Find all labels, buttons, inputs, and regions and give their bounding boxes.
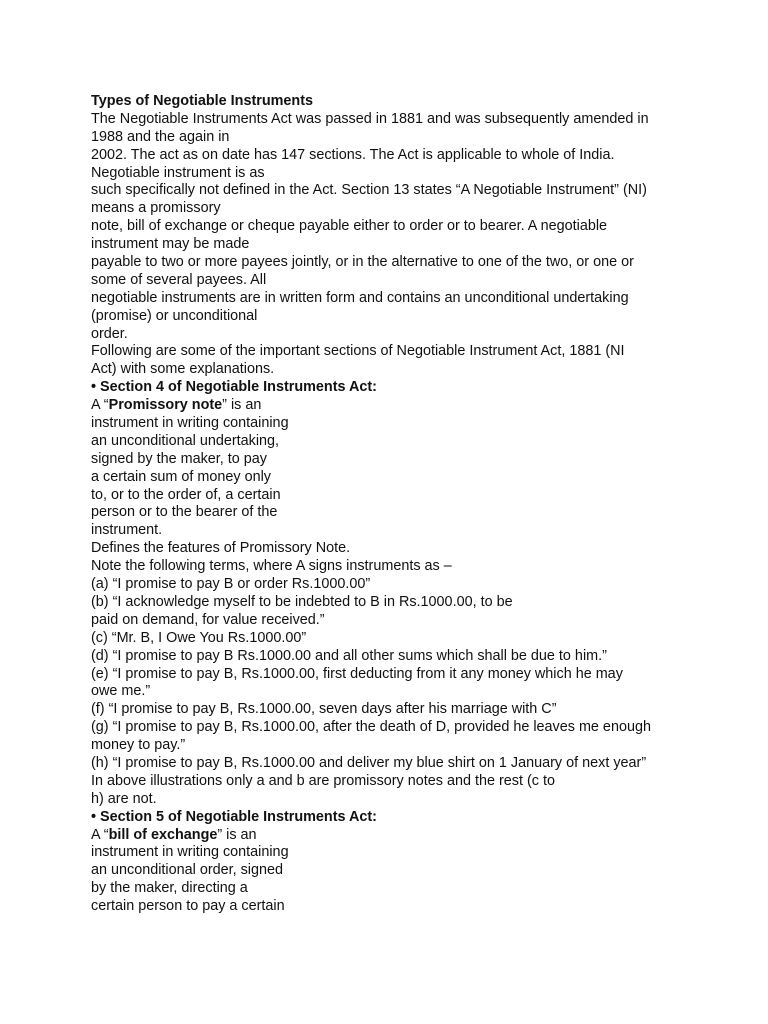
text-line: means a promissory <box>91 200 221 217</box>
definition-line: to, or to the order of, a certain <box>91 486 281 503</box>
definition-line: a certain sum of money only <box>91 468 271 485</box>
section-4-body <box>91 540 691 808</box>
text-line: owe me.” <box>91 683 151 700</box>
bill-of-exchange-term: bill of exchange <box>108 826 218 843</box>
text-line: instrument may be made <box>91 236 250 253</box>
section-4-definition <box>91 415 691 540</box>
text-line: negotiable instruments are in written form and contains an unconditional undertaking <box>91 289 629 306</box>
definition-line: by the maker, directing a <box>91 880 248 897</box>
text-line: order. <box>91 325 128 342</box>
text-line: money to pay.” <box>91 737 186 754</box>
text-line: In above illustrations only a and b are promissory notes and the rest (c to <box>91 772 555 789</box>
text-line: h) are not. <box>91 790 157 807</box>
text-line: 1988 and the again in <box>91 128 230 145</box>
section-5-definition <box>91 844 691 916</box>
definition-line: signed by the maker, to pay <box>91 450 267 467</box>
text-line: Negotiable instrument is as <box>91 164 265 181</box>
document-page <box>91 93 691 916</box>
text-line: Following are some of the important sections of Negotiable Instrument Act, 1881 (NI <box>91 343 625 360</box>
section-4-definition-prefix: A “ <box>91 397 109 414</box>
text-line: (promise) or unconditional <box>91 307 258 324</box>
section-5-definition-first-line <box>91 827 691 845</box>
definition-line: an unconditional undertaking, <box>91 432 280 449</box>
text-line: such specifically not defined in the Act. Section 13 states “A Negotiable Instrument” (NI) <box>91 182 647 199</box>
text-line: some of several payees. All <box>91 271 267 288</box>
text-line: (a) “I promise to pay B or order Rs.1000.00” <box>91 576 371 593</box>
section-5-definition-suffix: ” is an <box>217 826 257 843</box>
text-line: note, bill of exchange or cheque payable either to order or to bearer. A negotiable <box>91 218 608 235</box>
text-line: Note the following terms, where A signs instruments as – <box>91 558 452 575</box>
definition-line: person or to the bearer of the <box>91 504 278 521</box>
document-title: Types of Negotiable Instruments <box>91 93 314 109</box>
section-5-definition-prefix: A “ <box>91 826 109 843</box>
text-line: Defines the features of Promissory Note. <box>91 540 351 557</box>
definition-line: instrument in writing containing <box>91 415 289 432</box>
intro-paragraph <box>91 111 691 379</box>
text-line: (h) “I promise to pay B, Rs.1000.00 and deliver my blue shirt on 1 January of next year” <box>91 754 647 771</box>
text-line: (d) “I promise to pay B Rs.1000.00 and all other sums which shall be due to him.” <box>91 647 607 664</box>
text-line: payable to two or more payees jointly, or in the alternative to one of the two, or one or <box>91 254 634 271</box>
section-4-definition-suffix: ” is an <box>222 397 262 414</box>
text-line: Act) with some explanations. <box>91 361 275 378</box>
text-line: (g) “I promise to pay B, Rs.1000.00, after the death of D, provided he leaves me enough <box>91 719 651 736</box>
definition-line: instrument in writing containing <box>91 844 289 861</box>
promissory-note-term: Promissory note <box>108 397 223 414</box>
section-5-heading: • Section 5 of Negotiable Instruments Act: <box>91 808 377 825</box>
text-line: (e) “I promise to pay B, Rs.1000.00, first deducting from it any money which he may <box>91 665 623 682</box>
text-line: (f) “I promise to pay B, Rs.1000.00, seven days after his marriage with C” <box>91 701 557 718</box>
definition-line: instrument. <box>91 522 163 539</box>
section-4-definition-first-line <box>91 397 691 415</box>
definition-line: certain person to pay a certain <box>91 898 285 915</box>
text-line: paid on demand, for value received.” <box>91 611 325 628</box>
text-line: (b) “I acknowledge myself to be indebted to B in Rs.1000.00, to be <box>91 593 513 610</box>
text-line: (c) “Mr. B, I Owe You Rs.1000.00” <box>91 629 307 646</box>
definition-line: an unconditional order, signed <box>91 862 284 879</box>
text-line: The Negotiable Instruments Act was passed in 1881 and was subsequently amended in <box>91 110 649 127</box>
text-line: 2002. The act as on date has 147 sections. The Act is applicable to whole of India. <box>91 146 615 163</box>
section-4-heading: • Section 4 of Negotiable Instruments Act: <box>91 379 377 396</box>
